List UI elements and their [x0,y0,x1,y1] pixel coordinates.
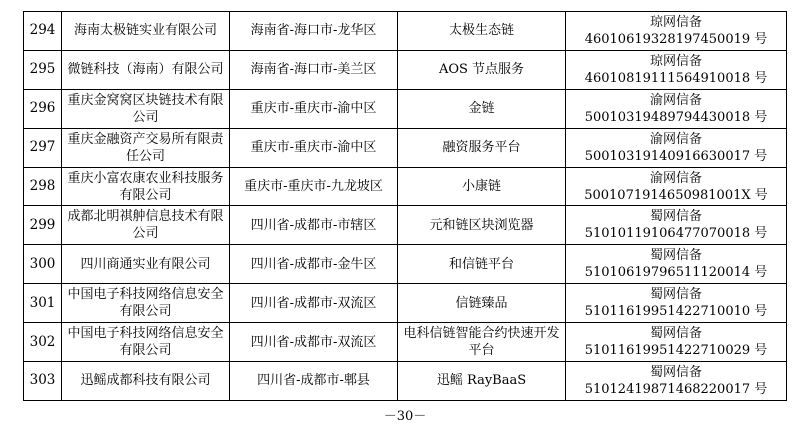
record-number: 渝网信备 5001071914650981001X 号 [566,167,787,206]
service-name: 元和链区块浏览器 [398,206,566,245]
table-row [24,89,787,128]
table-row [24,128,787,167]
record-number: 琼网信备 46010819111564910018 号 [566,50,787,89]
company-name: 重庆小富农康农业科技服务有限公司 [62,167,230,206]
row-number: 302 [24,323,62,362]
region: 重庆市-重庆市-渝中区 [230,89,398,128]
row-number: 300 [24,245,62,284]
region: 重庆市-重庆市-九龙坡区 [230,167,398,206]
row-number: 301 [24,284,62,323]
company-name: 四川商通实业有限公司 [62,245,230,284]
region: 四川省-成都市-金牛区 [230,245,398,284]
row-number: 296 [24,89,62,128]
region: 海南省-海口市-龙华区 [230,12,398,51]
record-number: 蜀网信备 51010619796511120014 号 [566,245,787,284]
record-number: 蜀网信备 51012419871468220017 号 [566,362,787,401]
row-number: 297 [24,128,62,167]
service-name: 金链 [398,89,566,128]
row-number: 303 [24,362,62,401]
company-name: 海南太极链实业有限公司 [62,12,230,51]
region: 重庆市-重庆市-渝中区 [230,128,398,167]
record-number: 渝网信备 50010319140916630017 号 [566,128,787,167]
region: 四川省-成都市-双流区 [230,323,398,362]
table-row [24,167,787,206]
service-name: 融资服务平台 [398,128,566,167]
company-name: 重庆金融资产交易所有限责任公司 [62,128,230,167]
service-name: 小康链 [398,167,566,206]
table-row [24,245,787,284]
company-name: 中国电子科技网络信息安全有限公司 [62,323,230,362]
region: 四川省-成都市-郫县 [230,362,398,401]
company-name: 微链科技（海南）有限公司 [62,50,230,89]
record-number: 蜀网信备 51011619951422710010 号 [566,284,787,323]
record-number: 蜀网信备 51011619951422710029 号 [566,323,787,362]
record-number: 蜀网信备 51010119106477070018 号 [566,206,787,245]
row-number: 295 [24,50,62,89]
page-number: －30－ [383,409,427,424]
company-name: 中国电子科技网络信息安全有限公司 [62,284,230,323]
table-row [24,362,787,401]
company-name: 重庆金窝窝区块链技术有限公司 [62,89,230,128]
service-name: 信链臻品 [398,284,566,323]
table-row [24,50,787,89]
service-name: AOS 节点服务 [398,50,566,89]
service-name: 太极生态链 [398,12,566,51]
table-row [24,206,787,245]
region: 海南省-海口市-美兰区 [230,50,398,89]
service-name: 电科信链智能合约快速开发平台 [398,323,566,362]
record-number: 琼网信备 46010619328197450019 号 [566,12,787,51]
table-row [24,12,787,51]
service-name: 迅鳐 RayBaaS [398,362,566,401]
table-row [24,323,787,362]
row-number: 299 [24,206,62,245]
registry-table [23,11,787,401]
row-number: 294 [24,12,62,51]
region: 四川省-成都市-双流区 [230,284,398,323]
row-number: 298 [24,167,62,206]
company-name: 迅鳐成都科技有限公司 [62,362,230,401]
record-number: 渝网信备 50010319489794430018 号 [566,89,787,128]
table-row [24,284,787,323]
region: 四川省-成都市-市辖区 [230,206,398,245]
service-name: 和信链平台 [398,245,566,284]
company-name: 成都北明祺舯信息技术有限公司 [62,206,230,245]
